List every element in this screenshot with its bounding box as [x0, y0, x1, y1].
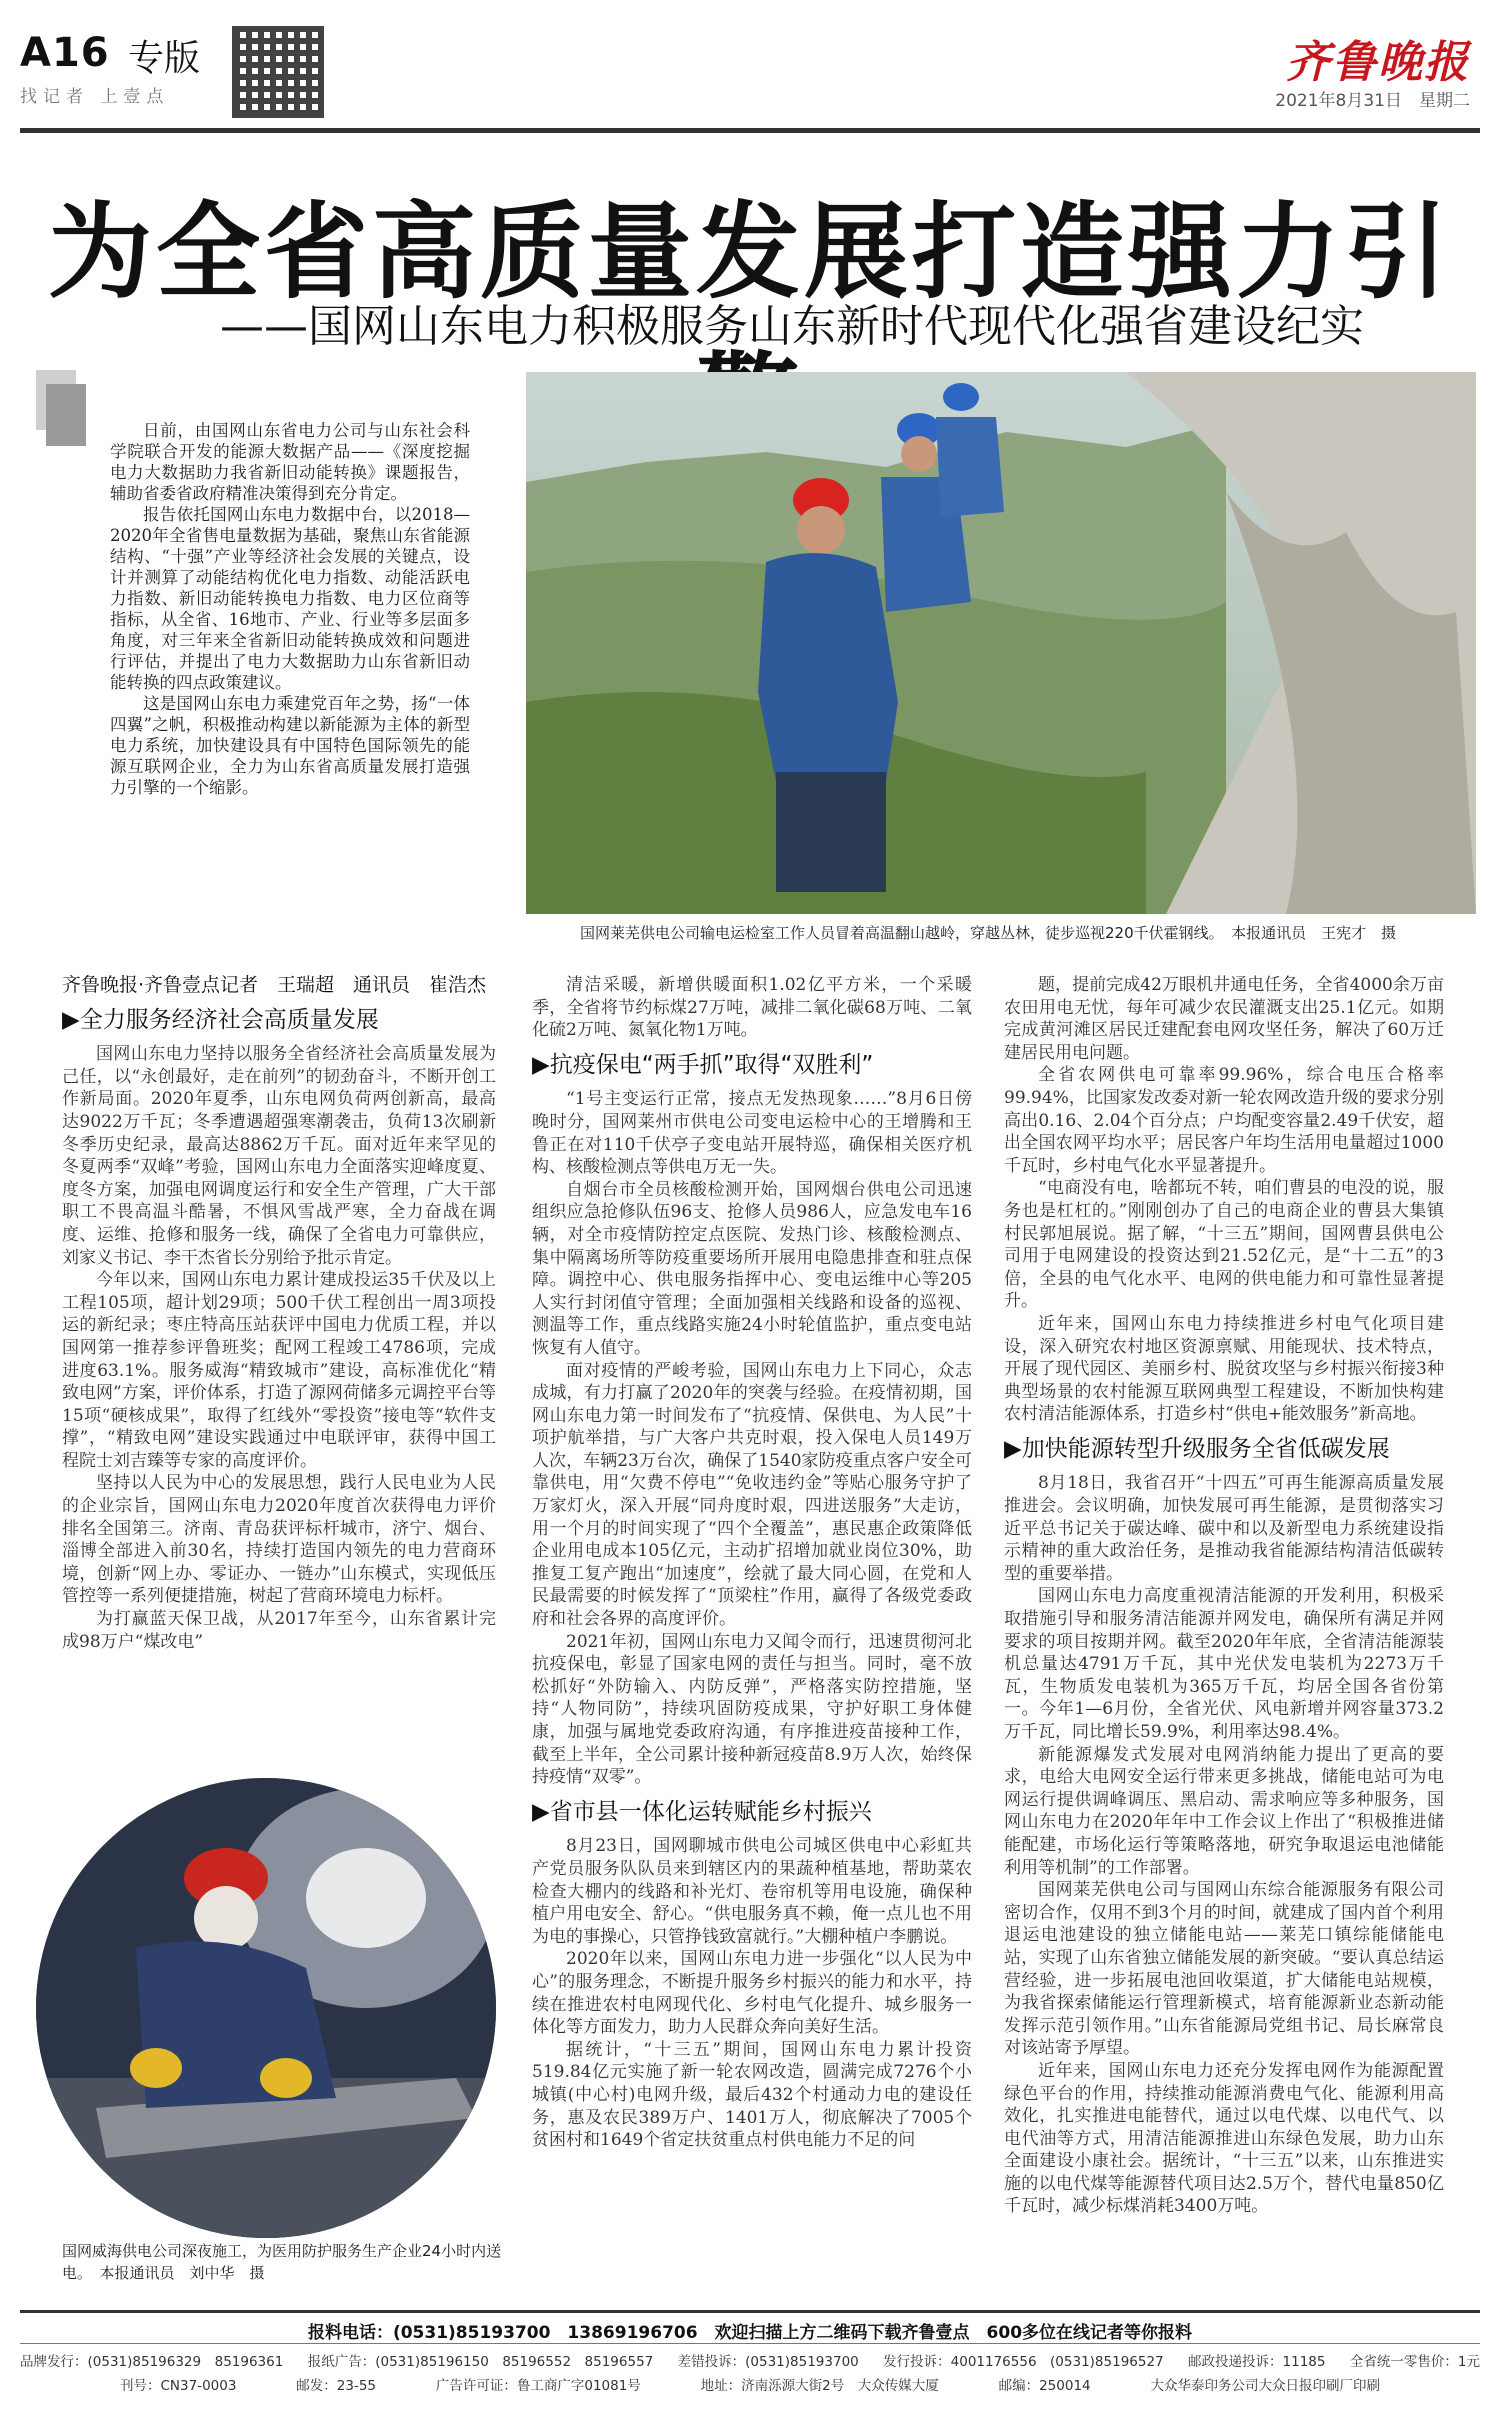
column-2	[532, 974, 972, 2152]
newspaper-logo: 齐鲁晚报	[1286, 37, 1470, 88]
subheadline: ——国网山东电力积极服务山东新时代现代化强省建设纪实	[220, 301, 1364, 352]
footer-item: 全省统一零售价：1元	[1349, 2354, 1480, 2370]
paragraph: 坚持以人民为中心的发展思想，践行人民电业为人民的企业宗旨，国网山东电力2020年度首次获得电力评价排名全国第三。济南、青岛获评标杆城市，济宁、烟台、淄博全部进入前30名，持续打造国内领先的电力营商环境，创新“网上办、零证办、一链办”山东模式，实现低压管控等一系列便捷措施，树起了营商环境电力标杆。	[62, 1473, 496, 1607]
paragraph: 国网莱芜供电公司与国网山东综合能源服务有限公司密切合作，仅用不到3个月的时间，就建成了国内首个利用退运电池建设的独立储能电站——莱芜口镇综能储能电站，实现了山东省独立储能发展的新突破。“要认真总结运营经验，进一步拓展电池回收渠道，扩大储能电站规模，为我省探索储能运行管理新模式，培育能源新业态新动能发挥示范引领作用。”山东省能源局党组书记、局长麻常良对该站寄予厚望。	[1004, 1880, 1444, 2059]
footer-divider-thin	[20, 2343, 1480, 2344]
photo-linemen-hiking	[526, 372, 1476, 914]
section-label: 专版	[128, 38, 201, 79]
intro-paragraph: 这是国网山东电力乘建党百年之势，扬“一体四翼”之帆，积极推动构建以新能源为主体的新型电力系统，加快建设具有中国特色国际领先的能源互联网企业，全力为山东省高质量发展打造强力引擎的一个缩影。	[110, 694, 470, 797]
intro-paragraph: 日前，由国网山东省电力公司与山东社会科学院联合开发的能源大数据产品——《深度挖掘电力大数据助力我省新旧动能转换》课题报告，辅助省委省政府精准决策得到充分肯定。	[110, 421, 470, 503]
paragraph: 2021年初，国网山东电力又闻令而行，迅速贯彻河北抗疫保电，彰显了国家电网的责任与担当。同时，毫不放松抓好“外防输入、内防反弹”，严格落实防控措施，坚持“人物同防”，持续巩固防疫成果，守护好职工身体健康，加强与属地党委政府沟通，有序推进疫苗接种工作，截至上半年，全公司累计接种新冠疫苗8.9万人次，始终保持疫情“双零”。	[532, 1631, 972, 1788]
paragraph: 2020年以来，国网山东电力进一步强化“以人民为中心”的服务理念，不断提升服务乡村振兴的能力和水平，持续在推进农村电网现代化、乡村电气化提升、城乡服务一体化等方面发力，助力人民群众奔向美好生活。	[532, 1949, 972, 2038]
footer-publication-info	[20, 2374, 1480, 2394]
column-3	[1004, 974, 1444, 2218]
footer-item: 品牌发行：(0531)85196329 85196361	[20, 2354, 284, 2370]
section-heading: ▶抗疫保电“两手抓”取得“双胜利”	[532, 1051, 874, 1078]
paragraph: 为打赢蓝天保卫战，从2017年至今，山东省累计完成98万户“煤改电”	[62, 1609, 496, 1652]
photo-night-construction	[36, 1778, 496, 2238]
paragraph: 面对疫情的严峻考验，国网山东电力上下同心，众志成城，有力打赢了2020年的突袭与经验。在疫情初期，国网山东电力第一时间发布了“抗疫情、保供电、为人民”十项护航举措，与广大客户共克时艰，投入保电人员149万人次，车辆23万台次，确保了1540家防疫重点客户安全可靠供电，用“欠费不停电”“免收违约金”等贴心服务守护了万家灯火，深入开展“同舟度时艰，四进送服务”大走访，用一个月的时间实现了“四个全覆盖”，惠民惠企政策降低企业用电成本105亿元，主动扩招增加就业岗位30%，助推复工复产跑出“加速度”，绘就了最大同心圆，在党和人民最需要的时候发挥了“顶梁柱”作用，赢得了各级党委政府和社会各界的高度评价。	[532, 1360, 972, 1630]
paragraph: “电商没有电，啥都玩不转，咱们曹县的电没的说，服务也是杠杠的。”刚刚创办了自己的电商企业的曹县大集镇村民郭旭展说。据了解，“十三五”期间，国网曹县供电公司用于电网建设的投资达到21.52亿元，是“十二五”的3倍，全县的电气化水平、电网的供电能力和可靠性显著提升。	[1004, 1178, 1444, 1312]
section-heading: ▶加快能源转型升级服务全省低碳发展	[1004, 1435, 1390, 1462]
qr-code-icon	[232, 26, 324, 118]
paragraph: “1号主变运行正常，接点无发热现象……”8月6日傍晚时分，国网莱州市供电公司变电运检中心的王增腾和王鲁正在对110千伏亭子变电站开展特巡，确保相关医疗机构、核酸检测点等供电万无一失。	[532, 1089, 972, 1178]
paragraph: 近年来，国网山东电力持续推进乡村电气化项目建设，深入研究农村地区资源禀赋、用能现状、技术特点，开展了现代园区、美丽乡村、脱贫攻坚与乡村振兴衔接3种典型场景的农村能源互联网典型工程建设，不断加快构建农村清洁能源体系，打造乡村“供电+能效服务”新高地。	[1004, 1313, 1444, 1425]
footer-item: 差错投诉：(0531)85193700	[677, 2354, 859, 2370]
footer-item: 发行投诉：4001176556 (0531)85196527	[883, 2354, 1164, 2370]
paragraph: 全省农网供电可靠率99.96%，综合电压合格率99.94%，比国家发改委对新一轮农网改造升级的要求分别高出0.16、2.04个百分点；户均配变容量2.49千伏安，超出全国农网平均水平；居民客户年均生活用电量超过1000千瓦时，乡村电气化水平显著提升。	[1004, 1065, 1444, 1176]
footer-divider	[20, 2310, 1480, 2313]
headline: 为全省高质量发展打造强力引	[47, 191, 1452, 313]
paragraph: 题，提前完成42万眼机井通电任务，全省4000余万亩农田用电无忧，每年可减少农民灌溉支出25.1亿元。如期完成黄河滩区居民迁建配套电网攻坚任务，解决了60万迁建居民用电问题。	[1004, 975, 1444, 1063]
column-1	[62, 974, 496, 1653]
paragraph: 新能源爆发式发展对电网消纳能力提出了更高的要求，电给大电网安全运行带来更多挑战，储能电站可为电网运行提供调峰调压、黑启动、需求响应等多种服务，国网山东电力在2020年年中工作会议上作出了“积极推进储能配建，市场化运行等策略落地，研究争取退运电池储能利用等机制”的工作部署。	[1004, 1744, 1444, 1878]
footer-hotline: 报料电话：(0531)85193700 13869196706 欢迎扫描上方二维码下载齐鲁壹点 600多位在线记者等你报料	[307, 2323, 1193, 2343]
paragraph: 8月18日，我省召开“十四五”可再生能源高质量发展推进会。会议明确，加快发展可再生能源，是贯彻落实习近平总书记关于碳达峰、碳中和以及新型电力系统建设指示精神的重大政治任务，是推动我省能源结构清洁低碳转型的重要举措。	[1004, 1473, 1444, 1584]
footer-item: 大众华泰印务公司大众日报印刷厂印刷	[1150, 2378, 1380, 2394]
paragraph: 8月23日，国网聊城市供电公司城区供电中心彩虹共产党员服务队队员来到辖区内的果蔬种植基地，帮助菜农检查大棚内的线路和补光灯、卷帘机等用电设施，确保种植户用电安全、舒心。“供电服务真不赖，俺一点儿也不用为电的事操心，只管挣钱致富就行。”大棚种植户李鹏说。	[532, 1836, 972, 1947]
footer-item: 地址：济南泺源大街2号 大众传媒大厦	[700, 2378, 939, 2394]
footer-contacts	[20, 2350, 1480, 2370]
byline: 齐鲁晚报·齐鲁壹点记者 王瑞超 通讯员 崔浩杰	[62, 974, 487, 996]
paragraph: 国网山东电力高度重视清洁能源的开发利用，积极采取措施引导和服务清洁能源并网发电，确保所有满足并网要求的项目按期并网。截至2020年年底，全省清洁能源装机总量达4791万千瓦，其中光伏发电装机为2273万千瓦，生物质发电装机为365万千瓦，均居全国各省份第一。今年1—6月份，全省光伏、风电新增并网容量373.2万千瓦，同比增长59.9%，利用率达98.4%。	[1004, 1586, 1444, 1742]
paragraph: 清洁采暖，新增供暖面积1.02亿平方米，一个采暖季，全省将节约标煤27万吨，减排二氧化碳68万吨、二氧化硫2万吨、氮氧化物1万吨。	[532, 975, 972, 1041]
paragraph: 近年来，国网山东电力还充分发挥电网作为能源配置绿色平台的作用，持续推动能源消费电气化、能源利用高效化，扎实推进电能替代，通过以电代煤、以电代气、以电代油等方式，用清洁能源推进山东绿色发展，助力山东全面建设小康社会。据统计，“十三五”以来，山东推进实施的以电代煤等能源替代项目达2.5万个，替代电量850亿千瓦时，减少标煤消耗3400万吨。	[1004, 2060, 1444, 2217]
paragraph: 据统计，“十三五”期间，国网山东电力累计投资519.84亿元实施了新一轮农网改造，圆满完成7276个小城镇(中心村)电网升级，最后432个村通动力电的建设任务，惠及农民389万户、1401万人，彻底解决了7005个贫困村和1649个省定扶贫重点村供电能力不足的问	[532, 2039, 972, 2151]
page-number: A16	[20, 30, 110, 76]
photo1-caption: 国网莱芜供电公司输电运检室工作人员冒着高温翻山越岭，穿越丛林，徒步巡视220千伏霍钢线。 本报通讯员 王宪才 摄	[580, 924, 1397, 942]
header-divider	[20, 128, 1480, 133]
footer-item: 刊号：CN37-0003	[120, 2378, 237, 2394]
footer-item: 邮政投递投诉：11185	[1188, 2354, 1326, 2370]
quote-mark-icon	[36, 370, 88, 448]
photo2-caption: 国网威海供电公司深夜施工，为医用防护服务生产企业24小时内送电。 本报通讯员 刘中华 摄	[62, 2242, 502, 2282]
footer-item: 邮发：23-55	[296, 2378, 377, 2394]
footer-item: 邮编：250014	[998, 2378, 1091, 2394]
intro-paragraph: 报告依托国网山东电力数据中台，以2018—2020年全省售电量数据为基础，聚焦山东省能源结构、“十强”产业等经济社会发展的关键点，设计并测算了动能结构优化电力指数、动能活跃电力指数、新旧动能转换电力指数、电力区位商等指标，从全省、16地市、产业、行业等多层面多角度，对三年来全省新旧动能转换成效和问题进行评估，并提出了电力大数据助力山东省新旧动能转换的四点政策建议。	[110, 505, 470, 692]
section-heading: ▶全力服务经济社会高质量发展	[62, 1006, 379, 1033]
footer-item: 报纸广告：(0531)85196150 85196552 85196557	[307, 2354, 654, 2370]
paragraph: 自烟台市全员核酸检测开始，国网烟台供电公司迅速组织应急抢修队伍96支、抢修人员986人，应急发电车16辆，对全市疫情防控定点医院、发热门诊、核酸检测点、集中隔离场所等防疫重要场所开展用电隐患排查和驻点保障。调控中心、供电服务指挥中心、变电运维中心等205人实行封闭值守管理；全面加强相关线路和设备的巡视、测温等工作，重点线路实施24小时轮值监护，重点变电站恢复有人值守。	[532, 1179, 972, 1358]
issue-date: 2021年8月31日 星期二	[1275, 91, 1470, 111]
slogan: 找记者 上壹点	[20, 87, 170, 107]
footer-item: 广告许可证：鲁工商广字01081号	[435, 2378, 641, 2394]
section-heading: ▶省市县一体化运转赋能乡村振兴	[532, 1798, 872, 1825]
intro-text	[110, 420, 470, 798]
paragraph: 国网山东电力坚持以服务全省经济社会高质量发展为己任，以“永创最好，走在前列”的韧劲奋斗，不断开创工作新局面。2020年夏季，山东电网负荷两创新高，最高达9022万千瓦；冬季遭遇超强寒潮袭击，负荷13次刷新冬季历史纪录，最高达8862万千瓦。面对近年来罕见的冬夏两季“双峰”考验，国网山东电力全面落实迎峰度夏、度冬方案，加强电网调度运行和安全生产管理，广大干部职工不畏高温斗酷暑，不惧风雪战严寒，全力奋战在调度、运维、抢修和服务一线，确保了全省电力可靠供应，刘家义书记、李干杰省长分别给予批示肯定。	[62, 1044, 496, 1268]
paragraph: 今年以来，国网山东电力累计建成投运35千伏及以上工程105项，超计划29项；500千伏工程创出一周3项投运的新纪录；枣庄特高压站获评中国电力优质工程，并以国网第一推荐参评鲁班奖；配网工程竣工4786项，完成进度63.1%。服务威海“精致城市”建设，高标准优化“精致电网”方案，评价体系，打造了源网荷储多元调控平台等15项“硬核成果”，取得了红线外“零投资”接电等“软件支撑”，“精致电网”建设实践通过中电联评审，获得中国工程院士刘吉臻等专家的高度评价。	[62, 1270, 496, 1471]
